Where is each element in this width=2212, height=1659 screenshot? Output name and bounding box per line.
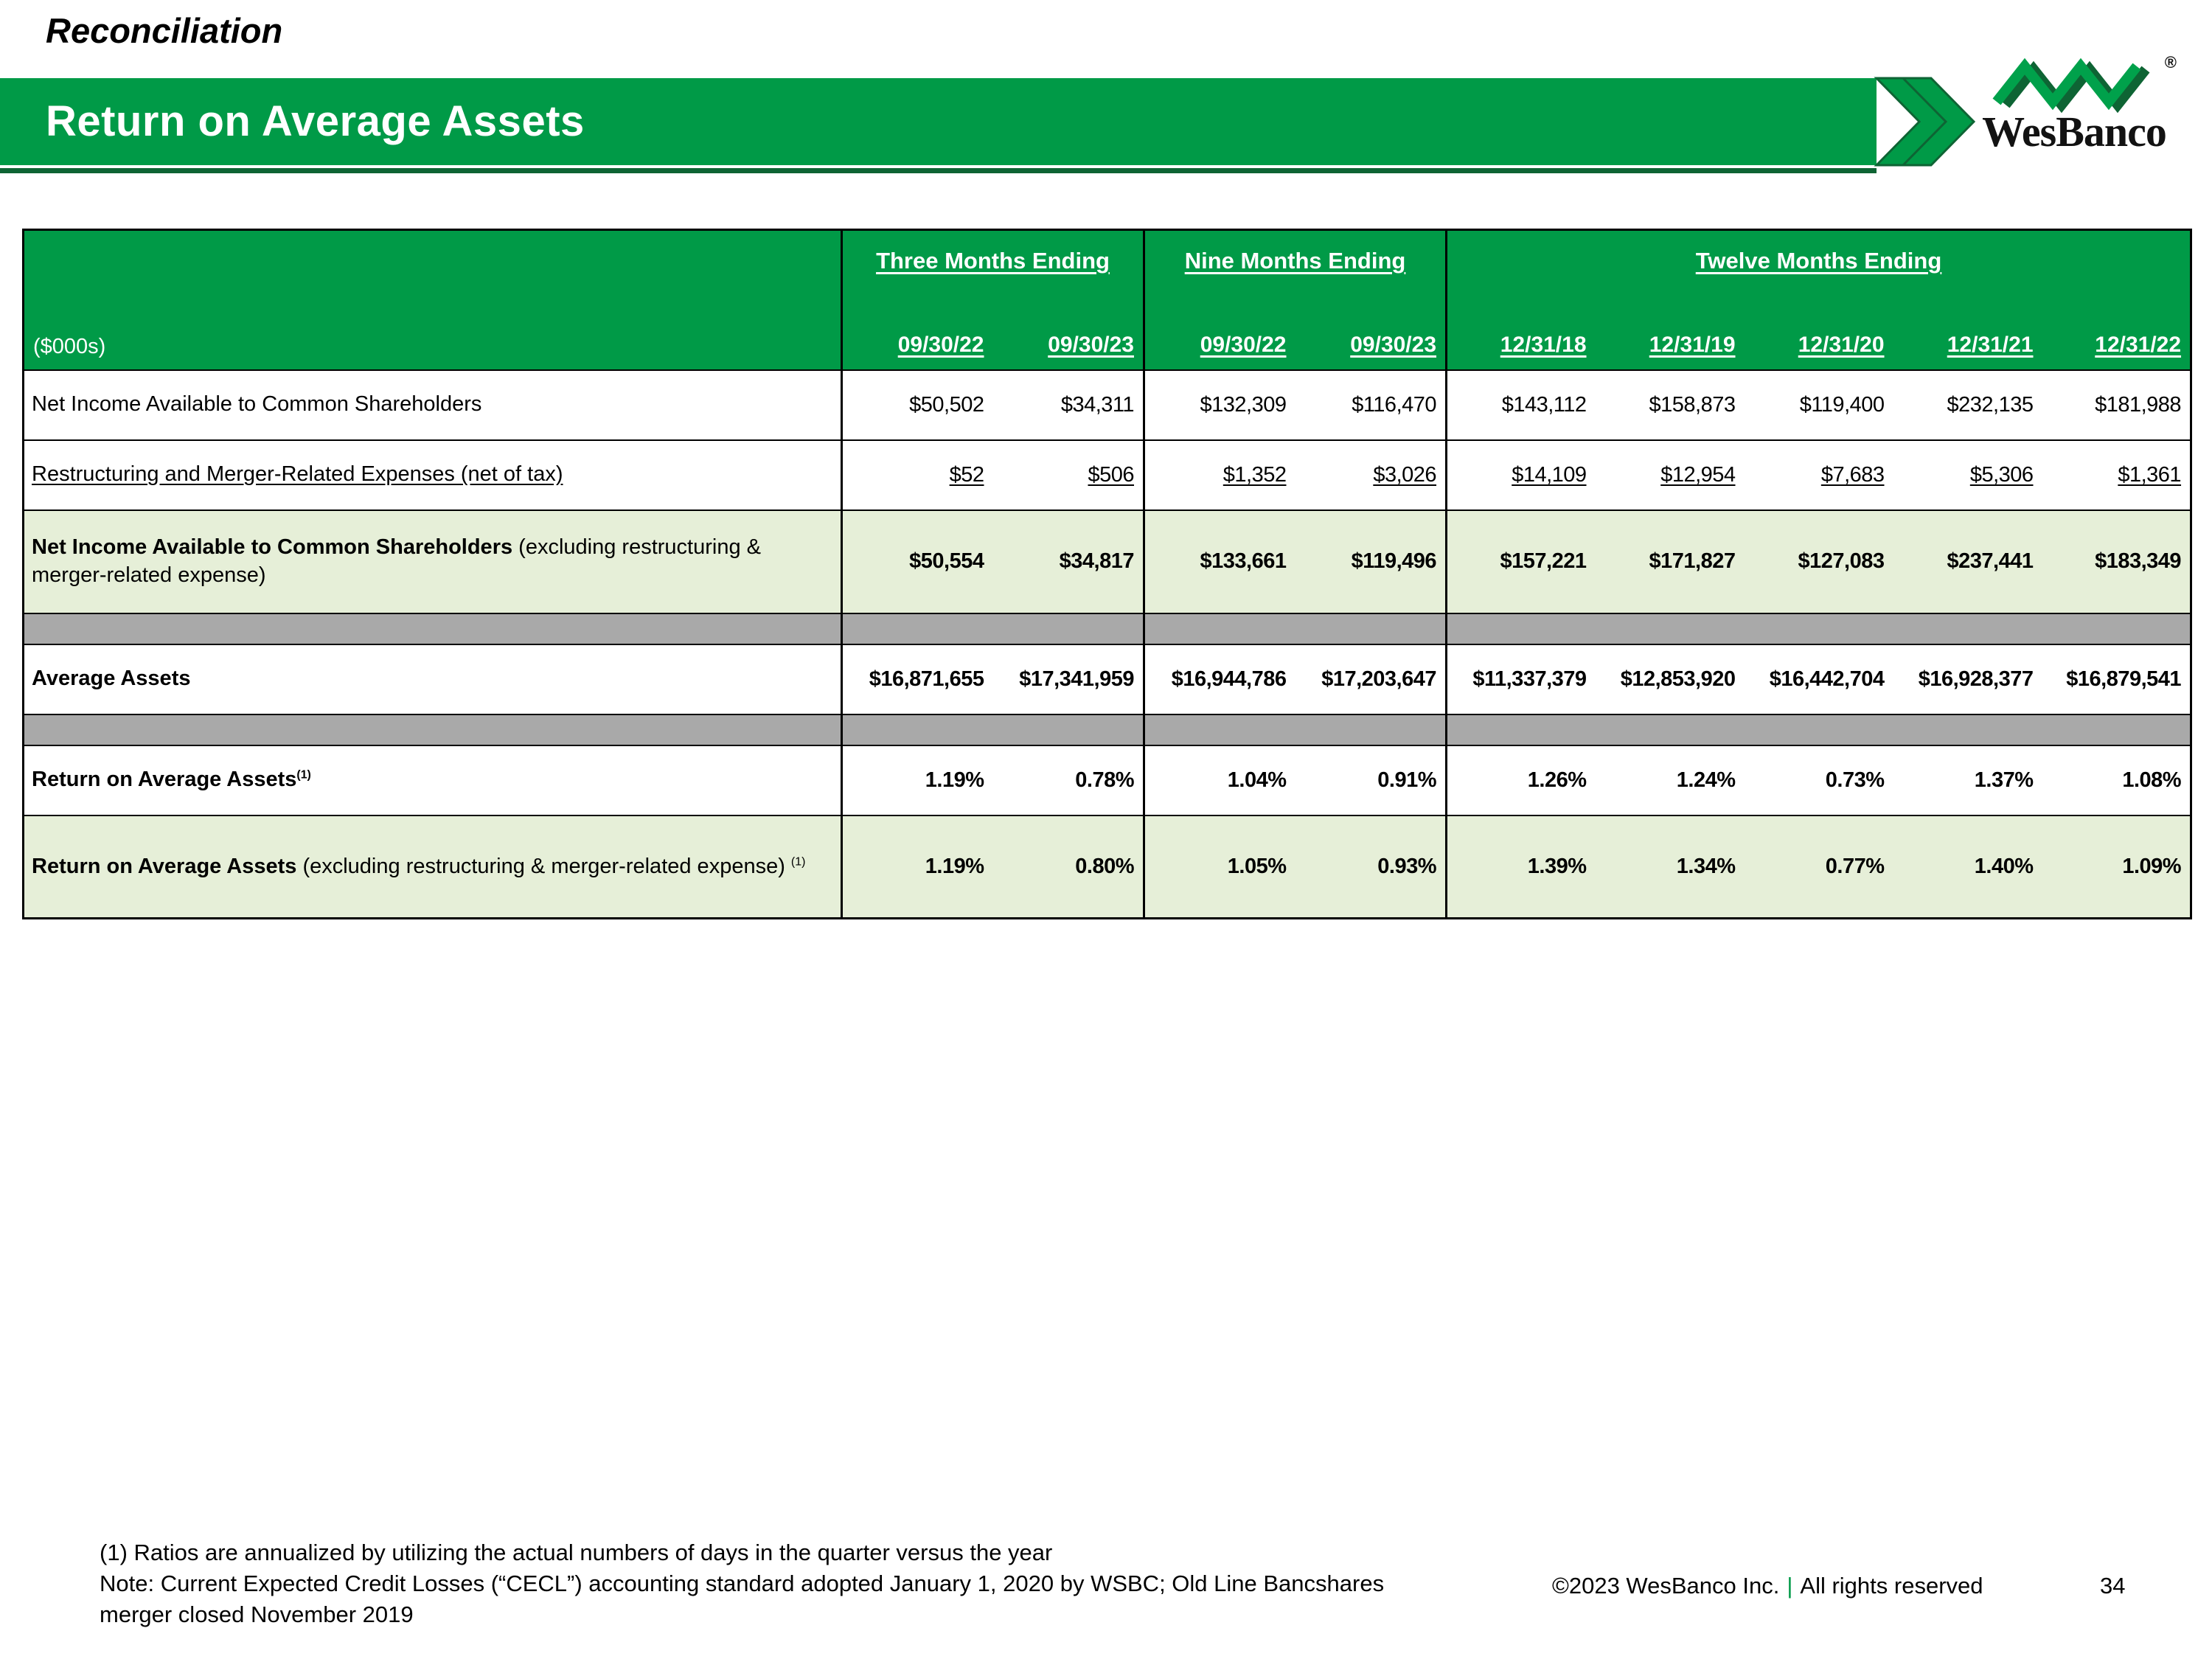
spacer-cell [24,613,842,644]
spacer-cell [993,613,1144,644]
value-cell: 0.80% [993,815,1144,919]
column-header: 09/30/23 [1048,332,1134,357]
spacer-cell [1745,714,1893,745]
copyright-divider: | [1787,1573,1793,1599]
spacer-cell [842,613,993,644]
value-cell: $119,400 [1745,370,1893,440]
value-cell: 0.91% [1295,745,1447,815]
value-cell: $7,683 [1745,440,1893,510]
row-label: Net Income Available to Common Shareholders [24,370,842,440]
spacer-cell [993,714,1144,745]
footnote-2: Note: Current Expected Credit Losses (“CECL”) accounting standard adopted January 1, 2020 by WSBC; Old Line Bancshares [100,1571,1385,1596]
column-header: 09/30/23 [1350,332,1437,357]
value-cell: 1.04% [1144,745,1295,815]
value-cell: 1.09% [2042,815,2191,919]
row-label: Average Assets [24,644,842,714]
value-cell: $16,879,541 [2042,644,2191,714]
table-row [24,644,2191,714]
value-cell: $12,853,920 [1596,644,1745,714]
spacer-cell [1447,714,1596,745]
value-cell: $119,496 [1295,510,1447,613]
value-cell: $16,944,786 [1144,644,1295,714]
value-cell: 0.77% [1745,815,1893,919]
table-row [24,510,2191,613]
spacer-cell [2042,613,2191,644]
spacer-cell [1144,714,1295,745]
group-nine-months-ending: Nine Months Ending [1144,230,1447,283]
column-header: 09/30/22 [1144,283,1295,370]
value-cell: $50,502 [842,370,993,440]
value-cell: $183,349 [2042,510,2191,613]
footnote-1: (1) Ratios are annualized by utilizing the actual numbers of days in the quarter versus the year [100,1540,1053,1565]
value-cell: $232,135 [1893,370,2042,440]
value-cell: 0.73% [1745,745,1893,815]
page-title: Return on Average Assets [46,97,585,145]
table-row [24,745,2191,815]
footnote-3: merger closed November 2019 [100,1601,414,1627]
registered-mark: ® [2164,53,2177,72]
value-cell: $237,441 [1893,510,2042,613]
value-cell: $14,109 [1447,440,1596,510]
value-cell: $158,873 [1596,370,1745,440]
group-twelve-months-ending: Twelve Months Ending [1447,230,2191,283]
column-header: 09/30/22 [842,283,993,370]
value-cell: $1,361 [2042,440,2191,510]
table-body [24,370,2191,919]
banner-underline [0,168,1877,173]
value-cell: $16,928,377 [1893,644,2042,714]
column-header: 12/31/20 [1798,332,1885,357]
value-cell: 1.40% [1893,815,2042,919]
table-header [24,230,2191,370]
row-label: Restructuring and Merger-Related Expenses (net of tax) [24,440,842,510]
spacer-row [24,714,2191,745]
spacer-cell [1295,613,1447,644]
value-cell: 1.08% [2042,745,2191,815]
spacer-cell [1144,613,1295,644]
table-row [24,815,2191,919]
footnote-marker: (1) [790,855,806,869]
slide-eyebrow: Reconciliation [46,11,283,50]
spacer-cell [1893,714,2042,745]
footnote-marker: (1) [296,768,311,782]
value-cell: $171,827 [1596,510,1745,613]
group-header-row [24,230,2191,283]
spacer-cell [24,714,842,745]
column-header: 12/31/22 [2095,332,2182,357]
wesbanco-logo [1952,53,2196,156]
logo-wordmark: WesBanco [1982,108,2166,156]
value-cell: $34,311 [993,370,1144,440]
spacer-cell [2042,714,2191,745]
row-label: Return on Average Assets (excluding restructuring & merger-related expense) $^{(1)}$ [24,815,842,919]
copyright-text: ©2023 WesBanco Inc. [1552,1573,1780,1599]
group-three-months-ending: Three Months Ending [842,230,1144,283]
value-cell: $52 [842,440,993,510]
value-cell: $157,221 [1447,510,1596,613]
value-cell: $3,026 [1295,440,1447,510]
spacer-cell [1447,613,1596,644]
value-cell: $11,337,379 [1447,644,1596,714]
units-label: ($000s) [33,334,106,358]
rights-text: All rights reserved [1800,1573,1983,1599]
value-cell: $127,083 [1745,510,1893,613]
value-cell: $50,554 [842,510,993,613]
value-cell: 1.24% [1596,745,1745,815]
value-cell: 1.37% [1893,745,2042,815]
value-cell: $5,306 [1893,440,2042,510]
spacer-row [24,613,2191,644]
value-cell: $506 [993,440,1144,510]
row-label: Net Income Available to Common Shareholders (excluding restructuring & merger-related expense) [24,510,842,613]
spacer-cell [1295,714,1447,745]
value-cell: $181,988 [2042,370,2191,440]
spacer-cell [1596,613,1745,644]
table-row [24,370,2191,440]
reconciliation-table [22,229,2192,919]
copyright [1552,1573,1983,1599]
value-cell: $133,661 [1144,510,1295,613]
value-cell: $16,871,655 [842,644,993,714]
value-cell: $143,112 [1447,370,1596,440]
value-cell: $17,341,959 [993,644,1144,714]
value-cell: 1.26% [1447,745,1596,815]
value-cell: $116,470 [1295,370,1447,440]
value-cell: $132,309 [1144,370,1295,440]
wesbanco-mark-icon [1989,55,2159,114]
value-cell: $1,352 [1144,440,1295,510]
spacer-cell [1893,613,2042,644]
spacer-cell [842,714,993,745]
value-cell: 1.34% [1596,815,1745,919]
spacer-cell [1745,613,1893,644]
value-cell: 1.39% [1447,815,1596,919]
value-cell: 1.05% [1144,815,1295,919]
column-header: 12/31/21 [1947,332,2034,357]
row-label: Return on Average Assets$^{(1)}$ [24,745,842,815]
page-number: 34 [2100,1573,2126,1599]
value-cell: $16,442,704 [1745,644,1893,714]
value-cell: 0.93% [1295,815,1447,919]
value-cell: 1.19% [842,745,993,815]
spacer-cell [1596,714,1745,745]
title-banner [0,78,1877,165]
value-cell: $17,203,647 [1295,644,1447,714]
value-cell: $12,954 [1596,440,1745,510]
table-row [24,440,2191,510]
value-cell: 1.19% [842,815,993,919]
column-header: 12/31/19 [1649,332,1736,357]
value-cell: 0.78% [993,745,1144,815]
footnotes [100,1537,1574,1630]
value-cell: $34,817 [993,510,1144,613]
column-header: 12/31/18 [1447,283,1596,370]
